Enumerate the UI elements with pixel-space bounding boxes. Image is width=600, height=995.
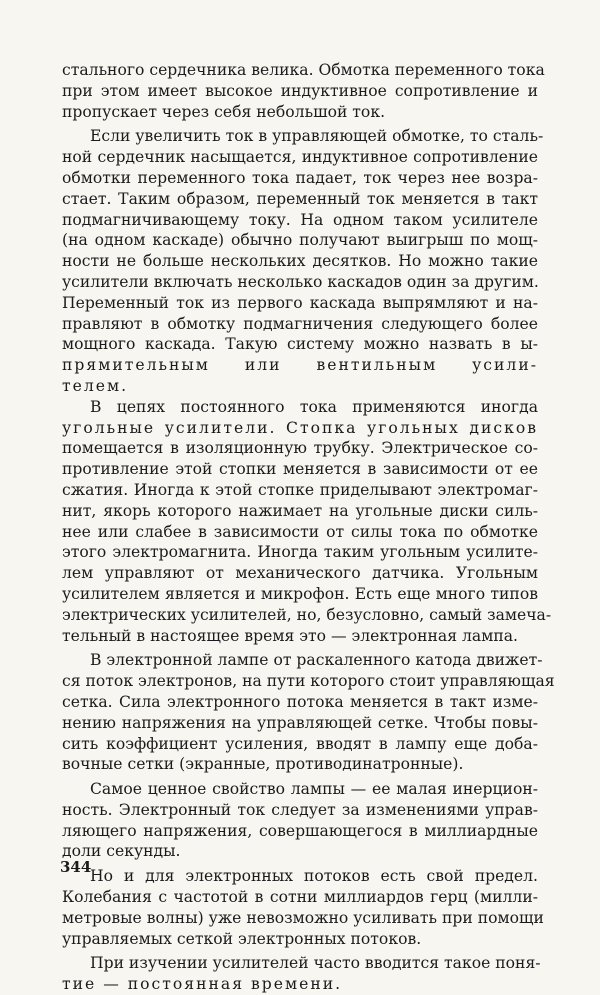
text-line: нее или слабее в зависимости от силы тока по обмотке	[62, 522, 538, 541]
text-line: стального сердечника велика. Обмотка переменного тока	[62, 61, 545, 79]
text-line: правляют в обмотку подмагничения следующего более	[62, 314, 538, 333]
body-text	[62, 60, 555, 995]
text-line: тельный в настоящее время это — электронная лампа.	[62, 626, 518, 645]
text-line: угольные усилители. Стопка угольных дисков	[62, 418, 538, 437]
text-line: Переменный ток из первого каскада выпрямляют и на-	[62, 293, 538, 312]
text-line: усилители включать несколько каскадов один за другим.	[62, 272, 539, 291]
text-line: нению напряжения на управляющей сетке. Чтобы повы-	[62, 713, 538, 732]
text-line: электрических усилителей, но, безусловно, самый замеча-	[62, 605, 552, 624]
text-line: мощного каскада. Такую систему можно назвать в ы-	[62, 335, 538, 354]
text-line: помещается в изоляционную трубку. Электрическое со-	[62, 439, 538, 458]
text-line: тие — постоянная времени.	[62, 975, 343, 994]
text-line: нит, якорь которого нажимает на угольные диски силь-	[62, 501, 538, 520]
text-line: усилителем является и микрофон. Есть еще много типов	[62, 584, 538, 603]
text-line: метровые волны) уже невозможно усиливать при помощи	[62, 908, 544, 927]
text-line: управляемых сеткой электронных потоков.	[62, 929, 422, 948]
text-line: Если увеличить ток в управляющей обмотке, то сталь-	[90, 127, 544, 146]
text-line: прямительным или вентильным усили-	[62, 356, 538, 375]
text-line: при этом имеет высокое индуктивное сопротивление и	[62, 81, 538, 100]
text-line: сить коэффициент усиления, вводят в лампу еще доба-	[62, 734, 538, 753]
text-line: В цепях постоянного тока применяются иногда	[90, 397, 538, 416]
text-line: ности не больше нескольких десятков. Но можно такие	[62, 252, 538, 271]
text-line: доли секунды.	[62, 842, 181, 861]
text-line: стает. Таким образом, переменный ток меняется в такт	[62, 189, 538, 208]
text-line: сжатия. Иногда к этой стопке приделывают электромаг-	[62, 480, 538, 499]
text-line: ность. Электронный ток следует за изменениями управ-	[62, 800, 538, 819]
text-line: этого электромагнита. Иногда таким угольным усилите-	[62, 543, 538, 562]
text-line: телем.	[62, 376, 129, 395]
text-line: Колебания с частотой в сотни миллиардов герц (милли-	[62, 888, 538, 907]
text-line: (на одном каскаде) обычно получают выигрыш по мощ-	[62, 231, 538, 250]
text-line: ся поток электронов, на пути которого стоит управляющая	[62, 672, 555, 691]
text-line: Самое ценное свойство лампы — ее малая инерцион-	[90, 780, 538, 799]
text-line: сетка. Сила электронного потока меняется в такт изме-	[62, 692, 538, 711]
text-line: Но и для электронных потоков есть свой предел.	[90, 867, 538, 886]
text-line: вочные сетки (экранные, противодинатронные).	[62, 755, 464, 774]
text-line: При изучении усилителей часто вводится такое поня-	[90, 954, 541, 973]
text-line: подмагничивающему току. На одном таком усилителе	[62, 210, 538, 229]
text-line: ляющего напряжения, совершающегося в миллиардные	[62, 821, 538, 840]
page-number: 344	[60, 858, 92, 876]
text-line: противление этой стопки меняется в зависимости от ее	[62, 460, 538, 479]
text-line: обмотки переменного тока падает, ток через нее возра-	[62, 168, 538, 187]
text-line: пропускает через себя небольшой ток.	[62, 102, 386, 121]
text-line: ной сердечник насыщается, индуктивное сопротивление	[62, 148, 538, 167]
text-line: лем управляют от механического датчика. Угольным	[62, 564, 538, 583]
text-line: В электронной лампе от раскаленного катода движет-	[90, 651, 543, 670]
